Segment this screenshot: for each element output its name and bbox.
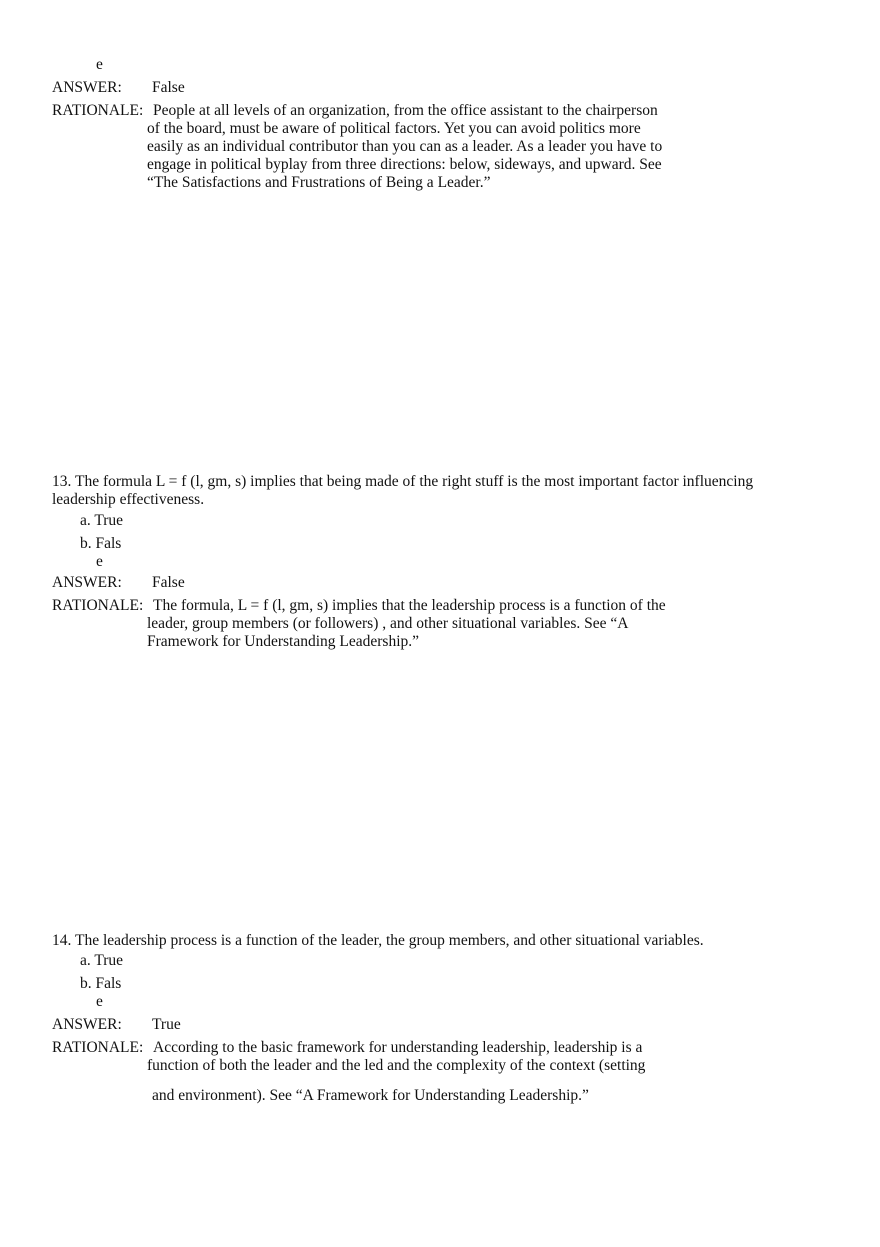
question-13-text: leadership effectiveness.	[52, 491, 205, 508]
option-b-wrap-tail: e	[96, 553, 103, 570]
rationale-line: of the board, must be aware of political factors. Yet you can avoid politics more	[147, 120, 641, 137]
answer-label: ANSWER:	[52, 574, 122, 591]
rationale-line: easily as an individual contributor than you can as a leader. As a leader you have to	[147, 138, 663, 155]
option-b-wrap-tail: e	[96, 993, 103, 1010]
question-13-text: 13. The formula L = f (l, gm, s) implies that being made of the right stuff is the most important factor influencing	[52, 473, 754, 490]
answer-value: True	[152, 1016, 181, 1033]
option-b-false: b. Fals	[80, 975, 122, 992]
rationale-label: RATIONALE:	[52, 597, 144, 614]
rationale-line: leader, group members (or followers) , and other situational variables. See “A	[147, 615, 629, 632]
answer-value: False	[152, 79, 185, 96]
rationale-line: engage in political byplay from three directions: below, sideways, and upward. See	[147, 156, 662, 173]
rationale-line: The formula, L = f (l, gm, s) implies that the leadership process is a function of the	[153, 597, 666, 614]
answer-value: False	[152, 574, 185, 591]
option-a-true: a. True	[80, 512, 124, 529]
rationale-label: RATIONALE:	[52, 1039, 144, 1056]
rationale-line: Framework for Understanding Leadership.”	[147, 633, 420, 650]
rationale-label: RATIONALE:	[52, 102, 144, 119]
rationale-line: “The Satisfactions and Frustrations of Being a Leader.”	[147, 174, 491, 191]
option-b-wrap-tail: e	[96, 56, 103, 73]
rationale-line: function of both the leader and the led and the complexity of the context (setting	[147, 1057, 646, 1074]
rationale-line: and environment). See “A Framework for Understanding Leadership.”	[152, 1087, 589, 1104]
question-14-text: 14. The leadership process is a function of the leader, the group members, and other situational variables.	[52, 932, 704, 949]
answer-label: ANSWER:	[52, 1016, 122, 1033]
option-b-false: b. Fals	[80, 535, 122, 552]
rationale-line: People at all levels of an organization, from the office assistant to the chairperson	[153, 102, 658, 119]
rationale-line: According to the basic framework for understanding leadership, leadership is a	[153, 1039, 643, 1056]
option-a-true: a. True	[80, 952, 124, 969]
answer-label: ANSWER:	[52, 79, 122, 96]
